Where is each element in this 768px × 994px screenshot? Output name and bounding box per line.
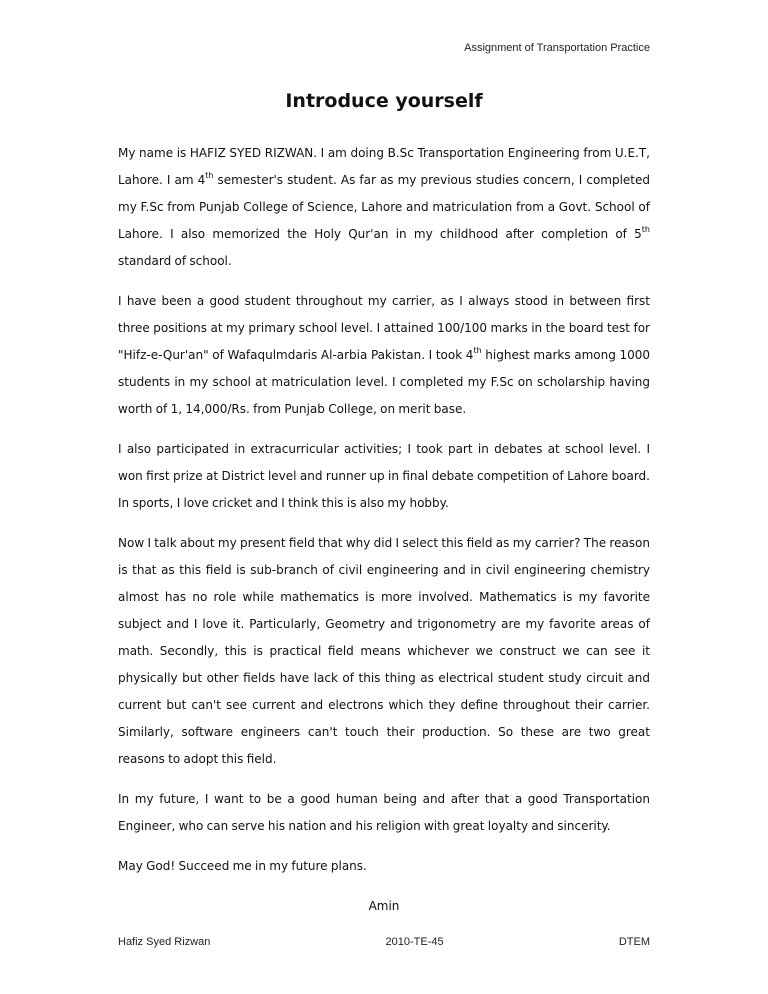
- document-body: [118, 140, 650, 920]
- superscript: th: [473, 346, 482, 355]
- paragraph-text: I have been a good student throughout my carrier, as I always stood in between first three positions at my primary school level. I attained 100/100 marks in the board test for "Hifz-e-Qur'an" of Wafaqulmdaris Al-arbia Pakistan. I took 4: [118, 294, 650, 362]
- paragraph-future: In my future, I want to be a good human being and after that a good Transportation Engineer, who can serve his nation and his religion with great loyalty and sincerity.: [118, 792, 650, 833]
- closing-word: Amin: [368, 899, 400, 913]
- paragraph-field-choice: Now I talk about my present field that why did I select this field as my carrier? The reason is that as this field is sub-branch of civil engineering and in civil engineering chemistry almost has no role while mathematics is more involved. Mathematics is my favorite subject and I love it. Particularly, Geometry and trigonometry are my favorite areas of math. Secondly, this is practical field means whichever we construct we can see it physically but other fields have lack of this thing as electrical student study circuit and current but can't see current and electrons which they define throughout their carrier. Similarly, software engineers can't touch their production. So these are two great reasons to adopt this field.: [118, 536, 650, 766]
- page-header: Assignment of Transportation Practice: [464, 42, 650, 54]
- paragraph-activities: I also participated in extracurricular activities; I took part in debates at school level. I won first prize at District level and runner up in final debate competition of Lahore board. In sports, I love cricket and I think this is also my hobby.: [118, 442, 650, 510]
- document-title: Introduce yourself: [285, 90, 483, 112]
- footer-department: DTEM: [618, 936, 650, 948]
- superscript: th: [205, 171, 214, 180]
- paragraph-text: standard of school.: [118, 254, 232, 268]
- footer-roll-number: 2010-TE-45: [385, 936, 444, 948]
- paragraph-prayer: May God! Succeed me in my future plans.: [118, 859, 367, 873]
- superscript: th: [641, 225, 650, 234]
- page-footer: [118, 936, 650, 948]
- paragraph-intro: [118, 140, 650, 275]
- paragraph-text: My name is HAFIZ SYED RIZWAN. I am doing B.Sc Transportation Engineering from U.E.T, Lahore. I am 4: [118, 146, 650, 187]
- paragraph-academics: [118, 288, 650, 423]
- footer-author: Hafiz Syed Rizwan: [118, 936, 211, 948]
- paragraph-text: highest marks among 1000 students in my school at matriculation level. I completed my F.Sc on scholarship having worth of 1, 14,000/Rs. from Punjab College, on merit base.: [118, 348, 651, 416]
- paragraph-text: semester's student. As far as my previous studies concern, I completed my F.Sc from Punjab College of Science, Lahore and matriculation from a Govt. School of Lahore. I also memorized the Holy Qur'an in my childhood after completion of 5: [118, 173, 651, 241]
